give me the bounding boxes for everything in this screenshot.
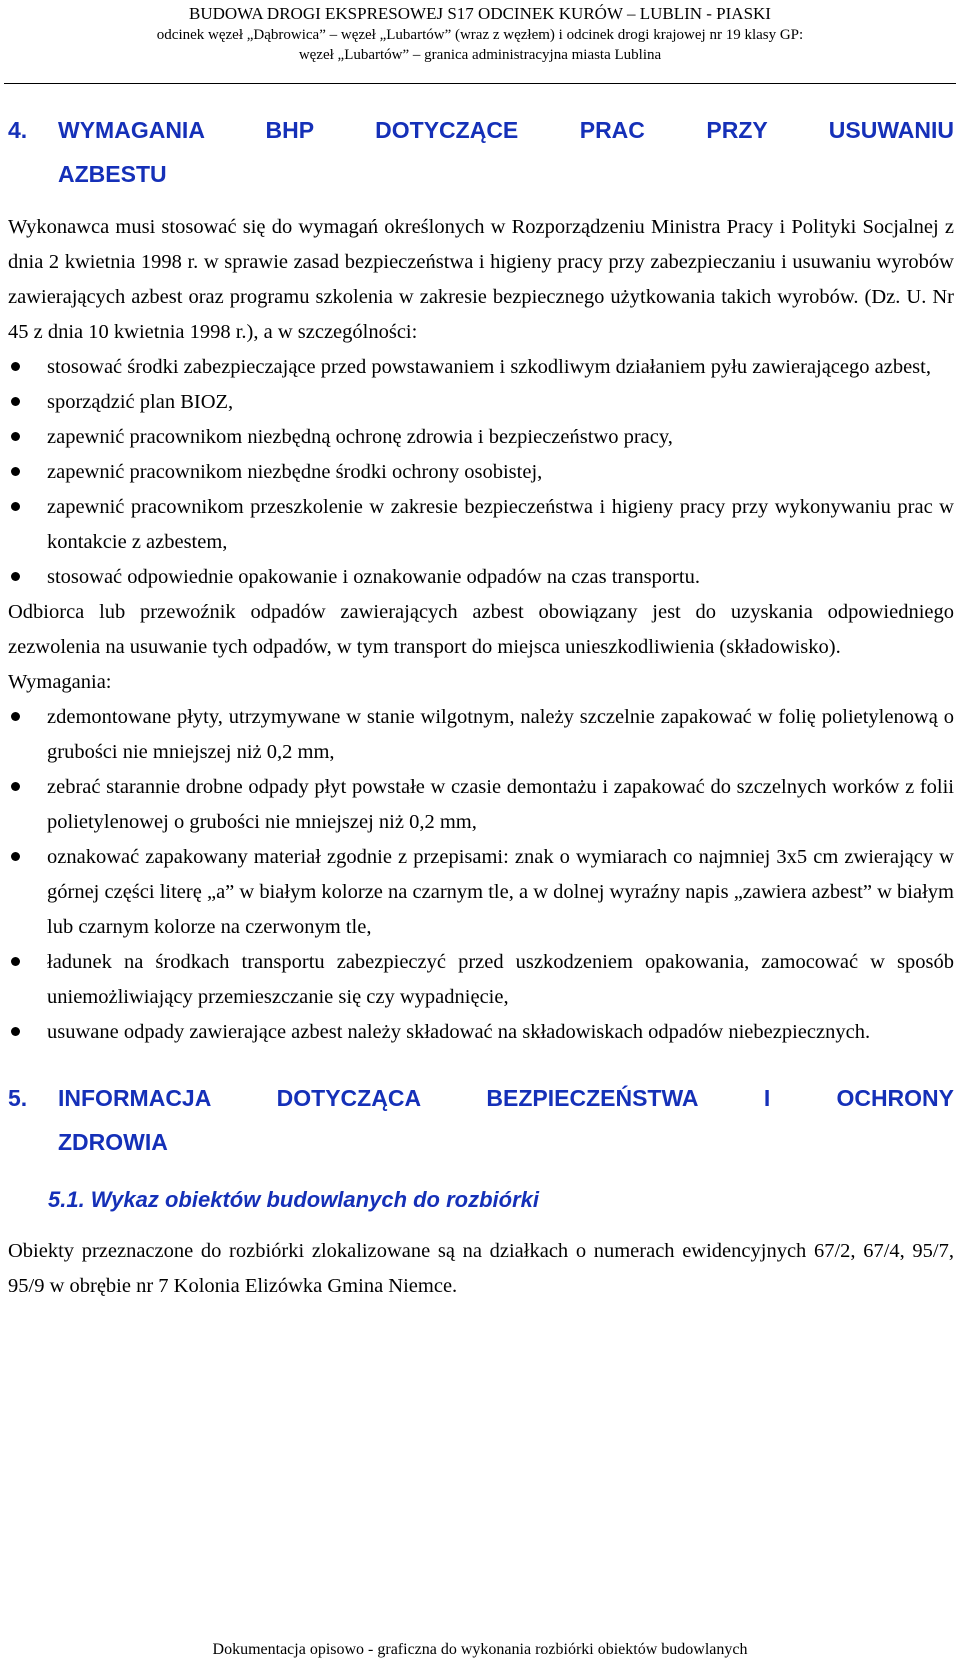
packaging-requirements-list (8, 700, 954, 1050)
header-line-3: węzeł „Lubartów” – granica administracyjna miasta Lublina (298, 47, 662, 63)
bullet-icon (11, 712, 20, 721)
list-item: zapewnić pracownikom przeszkolenie w zakresie bezpieczeństwa i higieny pracy przy wykonywaniu prac w kontakcie z azbestem, (8, 490, 954, 560)
bullet-icon (11, 572, 20, 581)
section-4-heading (8, 108, 954, 196)
section-5-number: 5. (8, 1085, 28, 1111)
section-4-intro: Wykonawca musi stosować się do wymagań określonych w Rozporządzeniu Ministra Pracy i Polityki Socjalnej z dnia 2 kwietnia 1998 r. w sprawie zasad bezpieczeństwa i higieny pracy przy zabezpieczaniu i usuwaniu wyrobów zawierających azbest oraz programu szkolenia w zakresie bezpiecznego użytkowania takich wyrobów. (Dz. U. Nr 45 z dnia 10 kwietnia 1998 r.), a w szczególności: (8, 216, 954, 343)
bullet-icon (11, 1027, 20, 1036)
list-item: oznakować zapakowany materiał zgodnie z przepisami: znak o wymiarach co najmniej 3x5 cm zwierający w górnej części literę „a” w białym kolorze na czarnym tle, a w dolnej wyraźny napis „zawiera azbest” w białym lub czarnym kolorze na czerwonym tle, (8, 840, 954, 945)
section-4-title (58, 108, 954, 196)
section-4-number: 4. (8, 117, 28, 143)
section-5-title-line-1: INFORMACJA DOTYCZĄCA BEZPIECZEŃSTWA I OCHRONY (58, 1085, 954, 1111)
demolition-objects-paragraph: Obiekty przeznaczone do rozbiórki zlokalizowane są na działkach o numerach ewidencyjnych 67/2, 67/4, 95/7, 95/9 w obrębie nr 7 Kolonia Elizówka Gmina Niemce. (8, 1240, 954, 1297)
list-item: zapewnić pracownikom niezbędną ochronę zdrowia i bezpieczeństwo pracy, (8, 420, 954, 455)
list-item: zapewnić pracownikom niezbędne środki ochrony osobistej, (8, 455, 954, 490)
bullet-icon (11, 362, 20, 371)
bullet-icon (11, 782, 20, 791)
page-header (0, 0, 960, 65)
subsection-5-1-heading: 5.1. Wykaz obiektów budowlanych do rozbiórki (48, 1187, 540, 1212)
page-footer: Dokumentacja opisowo - graficzna do wykonania rozbiórki obiektów budowlanych (212, 1641, 748, 1658)
bullet-icon (11, 432, 20, 441)
bullet-icon (11, 467, 20, 476)
list-item: sporządzić plan BIOZ, (8, 385, 954, 420)
bullet-icon (11, 957, 20, 966)
header-line-2: odcinek węzeł „Dąbrowica” – węzeł „Lubartów” (wraz z węzłem) i odcinek drogi krajowej nr 19 klasy GP: (156, 27, 804, 43)
bullet-icon (11, 397, 20, 406)
list-item: stosować odpowiednie opakowanie i oznakowanie odpadów na czas transportu. (8, 560, 954, 595)
section-5-title (58, 1076, 954, 1164)
main-content (8, 108, 954, 1304)
list-item: zdemontowane płyty, utrzymywane w stanie wilgotnym, należy szczelnie zapakować w folię polietylenową o grubości nie mniejszej niż 0,2 mm, (8, 700, 954, 770)
section-4-title-line-1: WYMAGANIA BHP DOTYCZĄCE PRAC PRZY USUWANIU (58, 117, 954, 143)
list-item: usuwane odpady zawierające azbest należy składować na składowiskach odpadów niebezpiecznych. (8, 1015, 954, 1050)
list-item: ładunek na środkach transportu zabezpieczyć przed uszkodzeniem opakowania, zamocować w sposób uniemożliwiający przemieszczanie się czy wypadnięcie, (8, 945, 954, 1015)
list-item: zebrać starannie drobne odpady płyt powstałe w czasie demontażu i zapakować do szczelnych worków z folii polietylenowej o grubości nie mniejszej niż 0,2 mm, (8, 770, 954, 840)
bhp-requirements-list (8, 350, 954, 595)
requirements-label: Wymagania: (8, 671, 112, 693)
section-5-title-line-2: ZDROWIA (58, 1129, 168, 1155)
waste-transport-paragraph: Odbiorca lub przewoźnik odpadów zawierających azbest obowiązany jest do uzyskania odpowiedniego zezwolenia na usuwanie tych odpadów, w tym transport do miejsca unieszkodliwienia (składowisko). (8, 601, 954, 658)
header-divider (4, 83, 956, 84)
header-line-1: BUDOWA DROGI EKSPRESOWEJ S17 ODCINEK KURÓW – LUBLIN - PIASKI (189, 4, 771, 23)
bullet-icon (11, 852, 20, 861)
bullet-icon (11, 502, 20, 511)
section-4-title-line-2: AZBESTU (58, 161, 167, 187)
list-item: stosować środki zabezpieczające przed powstawaniem i szkodliwym działaniem pyłu zawierającego azbest, (8, 350, 954, 385)
section-5-heading (8, 1076, 954, 1164)
